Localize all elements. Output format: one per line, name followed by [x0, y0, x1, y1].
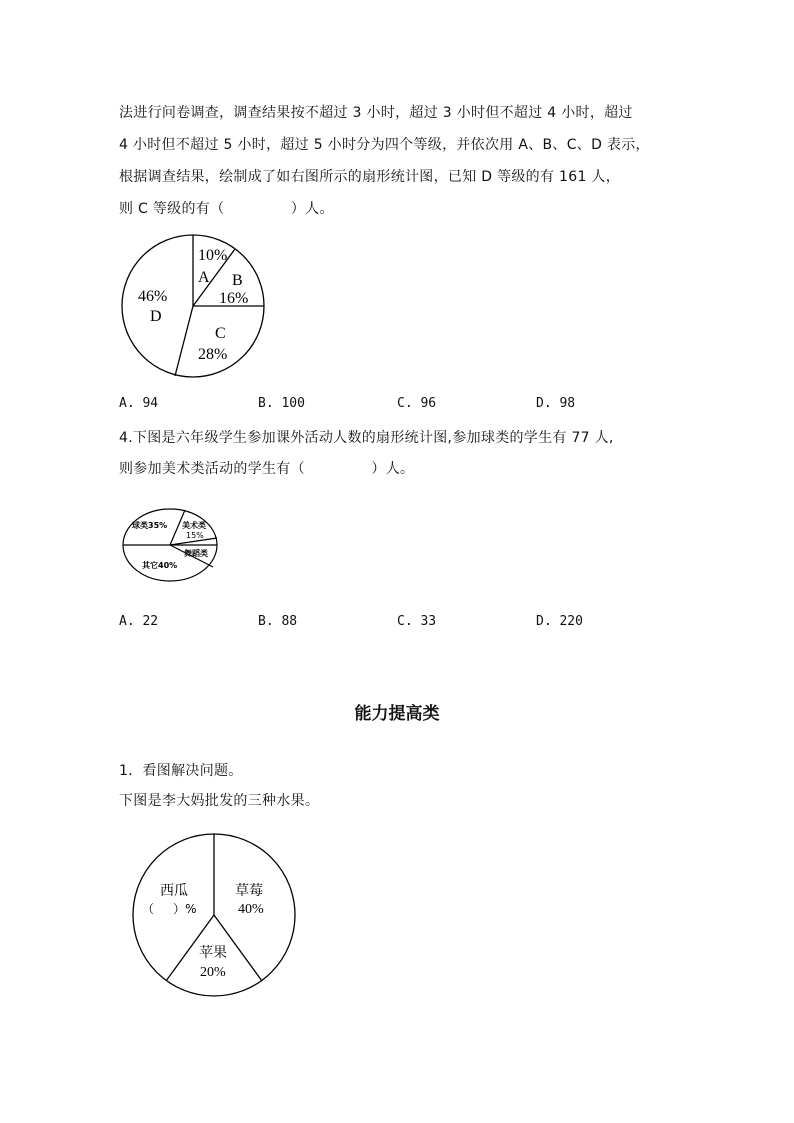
q4-option-b[interactable]: B. 88 — [258, 614, 298, 629]
slice-a-label: A — [198, 269, 210, 286]
slice-d-label: D — [150, 308, 162, 325]
slice-b-percent: 16% — [219, 290, 249, 307]
q4-line-2: 则参加美术类活动的学生有（ ）人。 — [119, 461, 415, 477]
pie-divider-c-d — [175, 306, 193, 376]
p1-line-2: 下图是李大妈批发的三种水果。 — [119, 793, 320, 809]
section-heading: 能力提高类 — [354, 704, 440, 724]
q3-option-b[interactable]: B. 100 — [258, 396, 305, 411]
q4-option-a[interactable]: A. 22 — [119, 614, 159, 629]
slice-watermelon-percent: （ ）% — [142, 902, 197, 916]
slice-ball-label: 球类35% — [132, 521, 168, 530]
slice-art-label: 美术类 — [182, 521, 206, 530]
q4-option-d[interactable]: D. 220 — [536, 614, 583, 629]
slice-a-percent: 10% — [198, 247, 228, 264]
q3-option-d[interactable]: D. 98 — [536, 396, 576, 411]
q3-line-1: 法进行问卷调查，调查结果按不超过 3 小时，超过 3 小时但不超过 4 小时，超过 — [119, 105, 633, 121]
slice-apple-label: 苹果 — [199, 945, 227, 961]
pie-chart-activities — [122, 508, 222, 588]
pie-chart-grades — [120, 232, 270, 382]
q4-line-1: 4.下图是六年级学生参加课外活动人数的扇形统计图,参加球类的学生有 77 人, — [119, 430, 614, 446]
q3-option-a[interactable]: A. 94 — [119, 396, 159, 411]
q3-line-2: 4 小时但不超过 5 小时，超过 5 小时分为四个等级，并依次用 A、B、C、D 表示， — [119, 137, 650, 153]
pie-chart-fruits — [132, 833, 296, 997]
slice-other-label: 其它40% — [142, 561, 178, 570]
slice-b-label: B — [232, 272, 243, 289]
slice-c-percent: 28% — [198, 346, 228, 363]
slice-strawberry-label: 草莓 — [235, 883, 263, 899]
q3-line-4: 则 C 等级的有（ ）人。 — [119, 201, 334, 217]
slice-watermelon-label: 西瓜 — [160, 883, 188, 899]
slice-d-percent: 46% — [138, 288, 168, 305]
q3-option-c[interactable]: C. 96 — [397, 396, 437, 411]
slice-dance-label: 舞蹈类 — [184, 549, 208, 558]
slice-c-label: C — [215, 325, 226, 342]
p1-line-1: 1．看图解决问题。 — [119, 763, 243, 779]
slice-strawberry-percent: 40% — [238, 902, 264, 917]
q4-option-c[interactable]: C. 33 — [397, 614, 437, 629]
q3-line-3: 根据调查结果，绘制成了如右图所示的扇形统计图，已知 D 等级的有 161 人， — [119, 169, 621, 185]
slice-art-percent: 15% — [186, 531, 204, 540]
slice-apple-percent: 20% — [200, 965, 226, 980]
